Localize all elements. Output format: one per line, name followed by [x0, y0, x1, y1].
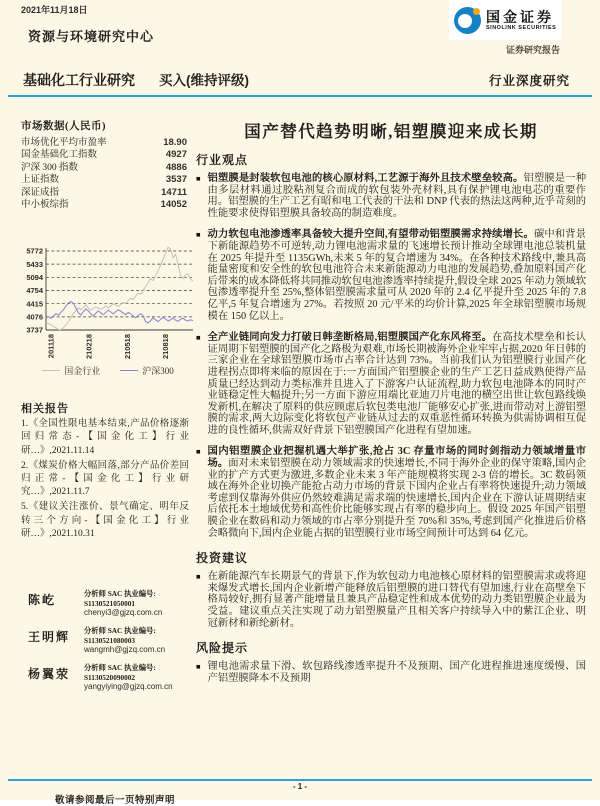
market-label: 深证成指	[21, 187, 60, 198]
bullet-text	[208, 661, 586, 684]
report-title: 国产替代趋势明晰,铝塑膜迎来成长期	[244, 122, 538, 141]
analyst-credential: 分析师 SAC 执业编号: S1130521050001	[84, 589, 156, 608]
analyst-entry	[28, 663, 196, 692]
analyst-email: chenyi3@gjzq.com.cn	[84, 608, 163, 617]
bullet-lead: 国内铝塑膜企业把握机遇大举扩张,抢占 3C 存量市场的同时剑指动力领域增量市场。	[207, 446, 586, 470]
risk-warning-bullet	[196, 661, 586, 684]
brand-names	[486, 9, 556, 31]
rating-label: 买入(维持评级)	[159, 73, 249, 88]
market-data-row	[21, 174, 187, 186]
analyst-name: 杨翼荥	[28, 667, 71, 681]
bullet-body: 铝塑膜是一种由多层材料通过胶粘剂复合而成的软包装外壳材料,具有保护锂电池电芯的重要作用。铝塑膜的生产工艺有昭和电工代表的干法和 DNP 代表的热法这两种,近乎苛刻的性能要求使得铝塑膜具备较高的制造难度。	[207, 173, 587, 219]
page-number: - 1 -	[292, 782, 308, 791]
index-performance-chart	[19, 246, 197, 377]
brand-logo	[449, 0, 562, 40]
svg-text:4754: 4754	[26, 286, 43, 296]
svg-text:210218: 210218	[84, 334, 94, 360]
svg-text:4415: 4415	[26, 299, 43, 309]
legend-line-icon	[120, 370, 138, 371]
market-data-row	[21, 199, 187, 211]
market-value: 4886	[165, 161, 187, 173]
sinolink-logo-icon	[454, 7, 481, 34]
analyst-entry	[28, 589, 196, 618]
report-date: 2021年11月18日	[21, 5, 88, 15]
industry-title: 基础化工行业研究	[23, 72, 135, 88]
analyst-info	[84, 626, 196, 655]
bullet-square-icon: ■	[196, 174, 201, 183]
market-data-panel	[21, 118, 187, 211]
market-label: 市场优化平均市盈率	[21, 138, 107, 148]
brand-name-cn: 国金证券	[486, 9, 554, 25]
report-header-row	[23, 69, 570, 90]
industry-view-bullet-4	[196, 446, 586, 539]
market-value: 14711	[161, 186, 187, 198]
analyst-credential: 分析师 SAC 执业编号: S1130521080003	[84, 626, 156, 645]
bullet-square-icon: ■	[196, 333, 201, 343]
legend-label: 国金行业	[64, 366, 101, 376]
bullet-square-icon: ■	[196, 447, 201, 457]
industry-view-bullet-3	[196, 332, 586, 436]
svg-text:5772: 5772	[26, 246, 43, 256]
related-report-item: 5.《建议关注涨价、景气确定、明年反转三个方向-【国金化工】行业研…》,2021.10.31	[21, 502, 189, 539]
svg-text:210818: 210818	[161, 334, 171, 360]
line-chart	[19, 246, 197, 362]
bullet-square-icon: ■	[196, 230, 201, 240]
header-divider	[8, 95, 592, 97]
investment-advice-bullet	[196, 571, 586, 629]
market-data-title: 市场数据(人民币)	[21, 121, 106, 132]
analyst-entry	[28, 626, 196, 655]
market-data-row	[21, 149, 187, 161]
market-label: 上证指数	[21, 175, 60, 186]
bullet-body: 锂电池需求量下滑、软包路线渗透率提升不及预期、国产化进程推进速度缓慢、国产铝塑膜降本不及预期	[207, 661, 586, 684]
related-report-item: 2.《煤炭价格大幅回落,部分产品价差回归正常-【国金化工】行业研究…》,2021.11.7	[21, 460, 189, 498]
bullet-body: 碳中和背景下新能源趋势不可逆转,动力锂电池需求量的飞速增长预计推动全球锂电池总装机量在 2025 年提升至 1135GWh,未来 5 年的复合增速为 34%。在各种技术路线中,兼具高能量密度和安全性的软包电池符合未来新能源动力电池的发展趋势,叠加原料国产化后带来的成本降低将共同推动软包电池渗透率持续提升,假设全球 2025 年动力领域软包渗透率提升至 25%,整体铝塑膜需求量可从 2020 年的 2.4 亿平提升至 2025 年的 7.8 亿平,5 年复合增速为 27%。若按照 20 元/平米的均价计算,2025 年全球铝塑膜市场规模在 150 亿以上。	[207, 229, 586, 322]
svg-text:3737: 3737	[26, 325, 43, 335]
market-value: 14052	[160, 199, 187, 211]
bullet-body: 面对未来铝塑膜在动力领域需求的快速增长,不同于海外企业的保守策略,国内企业的扩产方式更为激进,多数企业未来 3 年产能规模将实现 2-3 倍的增长。3C 数码领域在海外企业切换产能抢占动力市场的背景下国内企业占有率将快速提升;动力领域考虑到仅靠海外供应仍然较难满足需求端的快速增长,国内企业在下游认证周期结束后依托本土地域优势和高性价比能够实现占有率的稳步向上。假设 2025 年国产铝塑膜企业在数码和动力领域的市占率分别提升至 70%和 35%,考虑到国产化推进后价格会略微向下,国内企业能占据的铝塑膜行业市场空间预计可达到 64 亿元。	[207, 458, 587, 539]
analyst-credential: 分析师 SAC 执业编号: S1130520090002	[84, 663, 156, 682]
section-heading-investment-advice: 投资建议	[196, 551, 249, 566]
market-value: 18.90	[163, 137, 187, 148]
market-value: 4927	[165, 149, 187, 161]
analysts-panel	[28, 589, 196, 700]
bullet-text	[208, 571, 586, 629]
analyst-email: wangmh@gjzq.com.cn	[84, 645, 166, 654]
research-center-name: 资源与环境研究中心	[28, 29, 155, 44]
bullet-lead: 全产业链同向发力打破日韩垄断格局,铝塑膜国产化东风将至。	[207, 332, 493, 344]
legend-item	[42, 364, 100, 377]
section-heading-risk-warning: 风险提示	[196, 641, 249, 656]
bullet-lead: 铝塑膜是封装软包电池的核心原材料,工艺源于海外且技术壁垒较高。	[207, 173, 524, 184]
market-label: 中小板综指	[21, 200, 69, 211]
analyst-name: 陈屹	[28, 593, 57, 607]
analyst-name: 王明辉	[28, 630, 71, 644]
bullet-text	[208, 332, 586, 436]
section-heading-industry-view: 行业观点	[196, 153, 249, 167]
market-label: 沪深 300 指数	[21, 162, 79, 173]
svg-text:4076: 4076	[26, 312, 43, 322]
chart-legend	[19, 364, 197, 377]
svg-text:210518: 210518	[122, 334, 132, 360]
svg-text:5433: 5433	[26, 259, 43, 269]
industry-view-bullet-2	[196, 229, 586, 322]
market-data-row	[21, 187, 187, 199]
analyst-email: yangyiying@gjzq.com.cn	[84, 682, 173, 691]
related-report-item: 1.《全国性限电基本结束,产品价格逐渐回归常态-【国金化工】行业研…》,2021.11.14	[21, 419, 189, 456]
market-data-row	[21, 137, 187, 149]
footer-divider	[8, 779, 592, 781]
brand-name-en: SINOLINK SECURITIES	[486, 25, 557, 31]
bullet-text	[208, 446, 586, 539]
related-reports-title: 相关报告	[21, 403, 69, 415]
bullet-lead: 动力软包电池渗透率具备较大提升空间,有望带动铝塑膜需求持续增长。	[207, 229, 534, 241]
legend-label: 沪深300	[142, 366, 174, 376]
svg-text:201118: 201118	[46, 334, 56, 359]
market-label: 国金基础化工指数	[21, 150, 98, 161]
bullet-text	[208, 173, 586, 219]
bullet-square-icon: ■	[196, 662, 201, 672]
related-reports-panel	[21, 403, 189, 543]
svg-text:5094: 5094	[26, 272, 43, 282]
bullet-text	[208, 229, 586, 322]
report-type-label: 证券研究报告	[505, 45, 560, 55]
report-category: 行业深度研究	[488, 74, 570, 88]
legend-item	[120, 364, 174, 377]
legend-line-icon	[42, 370, 60, 371]
main-content	[196, 148, 586, 694]
bullet-body: 在新能源汽车长期景气的背景下,作为软包动力电池核心原材料的铝塑膜需求或将迎来爆发式增长,国内企业新增产能释放后铝塑膜的进口替代有望加速,行业在高壁垒下格局较好,拥有显著产能增量且兼具产品稳定性和成本优势的动力类铝塑膜企业最为受益。建议重点关注实现了动力铝塑膜量产且相关客户持续导入中的紫江企业、明冠新材和新纶新材。	[207, 571, 586, 629]
footer-disclaimer: 敬请参阅最后一页特别声明	[55, 796, 176, 806]
analyst-info	[84, 663, 196, 692]
market-value: 3537	[165, 174, 187, 186]
market-data-row	[21, 162, 187, 174]
analyst-info	[84, 589, 196, 618]
industry-view-bullet-1	[196, 173, 586, 219]
bullet-square-icon: ■	[196, 572, 201, 582]
bullet-body: 在高技术壁垒和长认证周期下铝塑膜的国产化之路极为艰难,市场长期被海外企业牢牢占据,2020 年日韩的三家企业在全球铝塑膜市场市占率合计达到 73%。当前我们认为铝塑膜行业国产化进程拐点即将来临的原因在于:一方面国产铝塑膜企业的生产工艺日益成熟使得产品质量已经达到动力类标准并且进入了下游客户认证流程,助力软包电池降本的同时产业链稳定性大幅提升;另一方面下游应用端比亚迪刀片电池的横空出世让软包路线焕发新机,在解决了原料的供应顾虑后软包类电池厂能够安心扩张,进而带动对上游铝塑膜的需求,两大边际变化将软包产业链从过去的双重恶性循环转换为供需协调相互促进的良性循环,供需双好背景下铝塑膜国产化进程有望加速。	[207, 332, 586, 436]
